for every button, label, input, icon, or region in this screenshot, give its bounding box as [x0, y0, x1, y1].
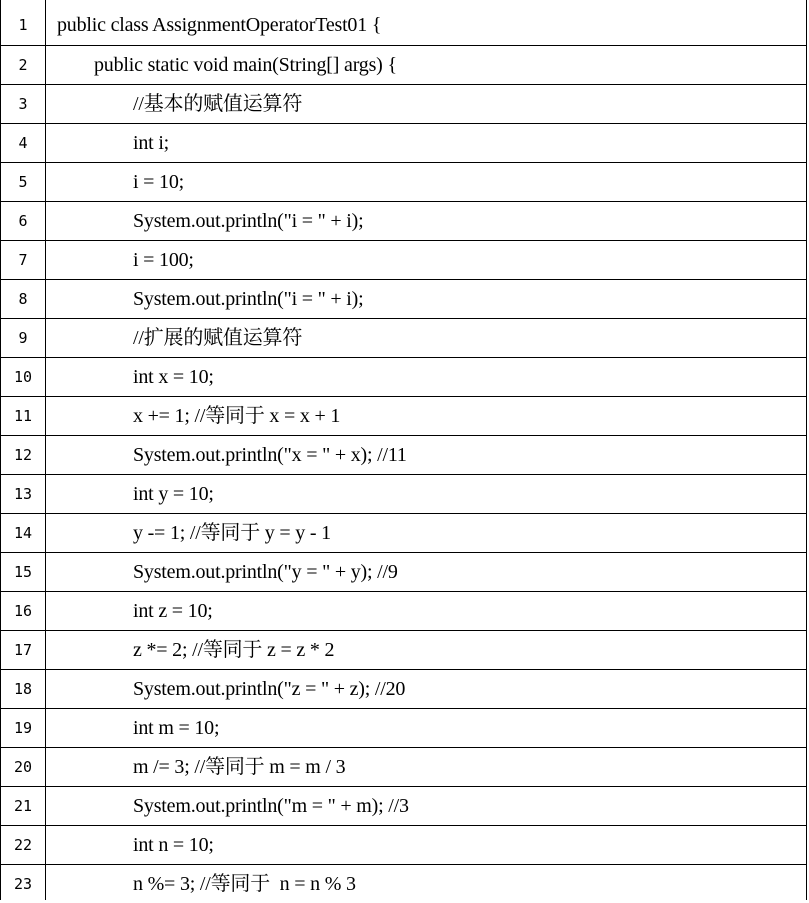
- code-line: [1, 84, 806, 123]
- code-text: System.out.println("i = " + i);: [133, 210, 364, 232]
- line-number: 10: [13, 368, 33, 386]
- code-line: [1, 435, 806, 474]
- code-line: [1, 45, 806, 84]
- line-number: 12: [13, 446, 33, 464]
- code-line: [1, 396, 806, 435]
- code-text: int m = 10;: [133, 717, 220, 739]
- code-text: int i;: [133, 132, 170, 154]
- code-text: x += 1; //等同于 x = x + 1: [133, 405, 341, 427]
- code-text: int x = 10;: [133, 366, 214, 388]
- line-number: 1: [18, 16, 28, 34]
- code-text: int y = 10;: [133, 483, 214, 505]
- code-line: [1, 708, 806, 747]
- code-line: [1, 747, 806, 786]
- code-text: System.out.println("y = " + y); //9: [133, 561, 398, 583]
- line-number: 5: [18, 173, 28, 191]
- code-text: y -= 1; //等同于 y = y - 1: [133, 522, 331, 544]
- code-text: z *= 2; //等同于 z = z * 2: [133, 639, 335, 661]
- code-line: [1, 6, 806, 45]
- code-line: [1, 513, 806, 552]
- code-line: [1, 591, 806, 630]
- line-number: 21: [13, 797, 33, 815]
- code-text: m /= 3; //等同于 m = m / 3: [133, 756, 346, 778]
- line-number: 8: [18, 290, 28, 308]
- line-number: 3: [18, 95, 28, 113]
- code-line: [1, 825, 806, 864]
- line-number: 6: [18, 212, 28, 230]
- code-text: System.out.println("z = " + z); //20: [133, 678, 406, 700]
- code-line: [1, 279, 806, 318]
- code-line: [1, 357, 806, 396]
- code-line: [1, 318, 806, 357]
- code-line: [1, 630, 806, 669]
- line-number: 22: [13, 836, 33, 854]
- code-text: public class AssignmentOperatorTest01 {: [57, 14, 382, 36]
- line-number: 4: [18, 134, 28, 152]
- code-text: i = 10;: [133, 171, 184, 193]
- code-text: int n = 10;: [133, 834, 214, 856]
- code-line: [1, 669, 806, 708]
- line-number: 14: [13, 524, 33, 542]
- line-number: 18: [13, 680, 33, 698]
- line-number: 2: [18, 56, 28, 74]
- code-text: i = 100;: [133, 249, 194, 271]
- code-line: [1, 123, 806, 162]
- line-number: 19: [13, 719, 33, 737]
- code-text: System.out.println("m = " + m); //3: [133, 795, 409, 817]
- code-line: [1, 240, 806, 279]
- line-number: 23: [13, 875, 33, 893]
- code-line: [1, 474, 806, 513]
- code-line: [1, 162, 806, 201]
- code-text: //扩展的赋值运算符: [133, 327, 303, 349]
- code-line: [1, 201, 806, 240]
- code-line: [1, 552, 806, 591]
- line-number: 9: [18, 329, 28, 347]
- code-text: //基本的赋值运算符: [133, 93, 303, 115]
- code-text: n %= 3; //等同于 n = n % 3: [133, 873, 356, 895]
- line-number: 16: [13, 602, 33, 620]
- line-number: 20: [13, 758, 33, 776]
- line-number: 15: [13, 563, 33, 581]
- line-number: 7: [18, 251, 28, 269]
- code-line: [1, 864, 806, 903]
- code-line: [1, 786, 806, 825]
- line-number: 13: [13, 485, 33, 503]
- line-number: 11: [13, 407, 33, 425]
- code-text: public static void main(String[] args) {: [94, 54, 397, 76]
- code-text: System.out.println("x = " + x); //11: [133, 444, 407, 466]
- line-number: 17: [13, 641, 33, 659]
- code-text: int z = 10;: [133, 600, 213, 622]
- code-text: System.out.println("i = " + i);: [133, 288, 364, 310]
